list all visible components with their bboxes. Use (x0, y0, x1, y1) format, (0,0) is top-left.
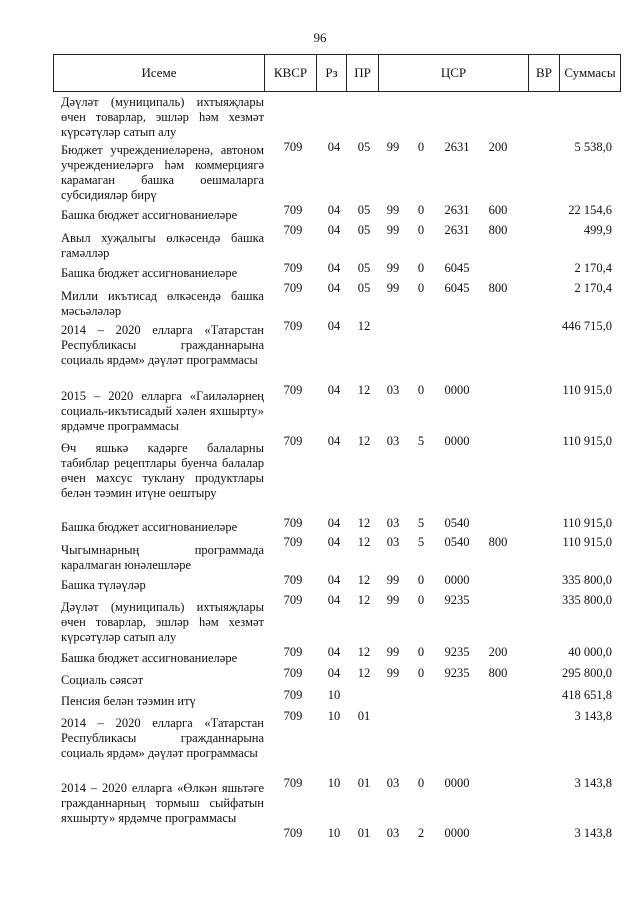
row-c3: 6045 (444, 281, 470, 295)
row-c2: 0 (417, 140, 425, 154)
row-c3: 2631 (444, 140, 470, 154)
row-sum: 110 915,0 (562, 434, 612, 448)
row-kvsr: 709 (283, 281, 303, 295)
row-c2: 2 (417, 826, 425, 840)
header-sum: Суммасы (559, 55, 621, 91)
row-pr: 01 (357, 826, 371, 840)
row-vr: 600 (488, 203, 508, 217)
row-kvsr: 709 (283, 261, 303, 275)
row-sum: 3 143,8 (574, 826, 612, 840)
table-header (53, 54, 621, 92)
row-pr: 05 (357, 223, 371, 237)
row-rz: 04 (327, 593, 341, 607)
row-name: Башка бюджет ассигнованиеләре (61, 266, 238, 280)
row-sum: 499,9 (583, 223, 612, 237)
row-name: Милли икътисад өлкәсендә башка мәсьәләләр (61, 289, 264, 318)
row-rz: 04 (327, 319, 341, 333)
row-c1: 03 (386, 383, 400, 397)
row-c1: 03 (386, 434, 400, 448)
row-sum: 110 915,0 (562, 535, 612, 549)
row-sum: 335 800,0 (562, 573, 612, 587)
row-vr: 800 (488, 223, 508, 237)
row-c1: 99 (386, 645, 400, 659)
row-sum: 110 915,0 (562, 516, 612, 530)
row-c2: 0 (417, 223, 425, 237)
row-name: 2014 – 2020 елларга «Татарстан Республикасы гражданнарына социаль ярдәм» дәүләт программасы (61, 323, 264, 367)
row-name: Башка бюджет ассигнованиеләре (61, 208, 238, 222)
row-rz: 04 (327, 223, 341, 237)
row-vr: 800 (488, 535, 508, 549)
row-sum: 335 800,0 (562, 593, 612, 607)
row-c3: 0540 (444, 535, 470, 549)
row-kvsr: 709 (283, 203, 303, 217)
row-kvsr: 709 (283, 593, 303, 607)
row-name: Башка бюджет ассигнованиеләре (61, 651, 238, 665)
row-rz: 04 (327, 666, 341, 680)
row-name: Социаль сәясәт (61, 673, 144, 687)
row-c2: 0 (417, 666, 425, 680)
row-pr: 12 (357, 383, 371, 397)
row-c1: 03 (386, 826, 400, 840)
row-pr: 12 (357, 434, 371, 448)
row-sum: 40 000,0 (568, 645, 612, 659)
row-c3: 0540 (444, 516, 470, 530)
row-sum: 5 538,0 (574, 140, 612, 154)
row-kvsr: 709 (283, 383, 303, 397)
row-pr: 12 (357, 666, 371, 680)
row-kvsr: 709 (283, 826, 303, 840)
row-vr: 800 (488, 281, 508, 295)
row-pr: 05 (357, 203, 371, 217)
row-c2: 0 (417, 645, 425, 659)
row-kvsr: 709 (283, 516, 303, 530)
row-rz: 04 (327, 645, 341, 659)
row-name: Чыгымнарның программада каралмаган юнәлешләре (61, 543, 264, 572)
row-name: Пенсия белән тәэмин итү (61, 694, 196, 708)
row-sum: 2 170,4 (574, 281, 612, 295)
row-rz: 10 (327, 776, 341, 790)
row-c2: 0 (417, 203, 425, 217)
row-kvsr: 709 (283, 434, 303, 448)
row-kvsr: 709 (283, 223, 303, 237)
row-name: Дәүләт (муниципаль) ихтыяҗлары өчен товарлар, эшләр һәм хезмәт күрсәтүләр сатып алу (61, 600, 264, 644)
row-c3: 0000 (444, 434, 470, 448)
row-name: Башка бюджет ассигнованиеләре (61, 520, 238, 534)
header-name: Исеме (53, 55, 264, 91)
row-pr: 05 (357, 261, 371, 275)
row-kvsr: 709 (283, 319, 303, 333)
row-sum: 295 800,0 (562, 666, 612, 680)
row-c3: 9235 (444, 645, 470, 659)
row-kvsr: 709 (283, 666, 303, 680)
row-pr: 05 (357, 281, 371, 295)
row-c3: 2631 (444, 223, 470, 237)
row-c3: 0000 (444, 573, 470, 587)
row-c3: 9235 (444, 593, 470, 607)
row-rz: 04 (327, 573, 341, 587)
row-sum: 3 143,8 (574, 776, 612, 790)
row-rz: 10 (327, 688, 341, 702)
row-c1: 99 (386, 203, 400, 217)
row-rz: 04 (327, 535, 341, 549)
row-sum: 418 651,8 (562, 688, 612, 702)
row-sum: 446 715,0 (562, 319, 612, 333)
row-c1: 03 (386, 535, 400, 549)
row-rz: 04 (327, 516, 341, 530)
row-c3: 2631 (444, 203, 470, 217)
row-c1: 99 (386, 140, 400, 154)
row-vr: 200 (488, 645, 508, 659)
header-kvsr: КВСР (264, 55, 316, 91)
row-name: Авыл хуҗалыгы өлкәсендә башка гамәлләр (61, 231, 264, 260)
row-c2: 5 (417, 434, 425, 448)
row-sum: 2 170,4 (574, 261, 612, 275)
row-c2: 0 (417, 281, 425, 295)
row-name: Бюджет учреждениеләренә, автоном учреждениеләргә һәм коммерциягә карамаган башка оешмаларга субсидияләр бирү (61, 143, 264, 202)
row-c1: 03 (386, 776, 400, 790)
row-rz: 04 (327, 281, 341, 295)
row-rz: 04 (327, 383, 341, 397)
row-sum: 22 154,6 (568, 203, 612, 217)
row-c3: 0000 (444, 383, 470, 397)
row-pr: 01 (357, 709, 371, 723)
row-rz: 04 (327, 140, 341, 154)
row-name: 2015 – 2020 елларга «Гаиләләрнең социаль-икътисадый хәлен яхшырту» ярдәмче программасы (61, 389, 264, 433)
row-kvsr: 709 (283, 645, 303, 659)
header-csr: ЦСР (378, 55, 528, 91)
row-kvsr: 709 (283, 573, 303, 587)
row-kvsr: 709 (283, 709, 303, 723)
row-pr: 12 (357, 645, 371, 659)
row-c2: 0 (417, 776, 425, 790)
row-kvsr: 709 (283, 535, 303, 549)
row-name: 2014 – 2020 елларга «Өлкән яшьтәге гражданнарның тормыш сыйфатын яхшырту» ярдәмче программасы (61, 781, 264, 825)
row-c1: 99 (386, 573, 400, 587)
row-c1: 99 (386, 223, 400, 237)
row-name: Дәүләт (муниципаль) ихтыяҗлары өчен товарлар, эшләр һәм хезмәт күрсәтүләр сатып алу (61, 95, 264, 139)
header-vr: ВР (528, 55, 559, 91)
row-c2: 0 (417, 593, 425, 607)
row-pr: 12 (357, 516, 371, 530)
row-vr: 200 (488, 140, 508, 154)
row-c1: 03 (386, 516, 400, 530)
row-rz: 10 (327, 709, 341, 723)
row-c1: 99 (386, 281, 400, 295)
row-c2: 5 (417, 516, 425, 530)
row-vr: 800 (488, 666, 508, 680)
row-c3: 6045 (444, 261, 470, 275)
row-sum: 3 143,8 (574, 709, 612, 723)
header-rz: Рз (316, 55, 346, 91)
page-number: 96 (313, 30, 327, 45)
row-pr: 12 (357, 319, 371, 333)
row-rz: 10 (327, 826, 341, 840)
row-pr: 05 (357, 140, 371, 154)
row-name: 2014 – 2020 елларга «Татарстан Республикасы гражданнарына социаль ярдәм» дәүләт программасы (61, 716, 264, 760)
row-rz: 04 (327, 434, 341, 448)
row-c1: 99 (386, 666, 400, 680)
row-pr: 12 (357, 573, 371, 587)
row-name: Өч яшькә кадәрге балаларны табиблар рецептлары буенча балалар өчен махсус туклану продуктлары белән тәэмин итүне оештыру (61, 441, 264, 500)
row-kvsr: 709 (283, 776, 303, 790)
row-rz: 04 (327, 261, 341, 275)
row-kvsr: 709 (283, 140, 303, 154)
row-sum: 110 915,0 (562, 383, 612, 397)
row-c3: 0000 (444, 776, 470, 790)
row-pr: 12 (357, 593, 371, 607)
row-pr: 12 (357, 535, 371, 549)
row-c3: 9235 (444, 666, 470, 680)
row-name: Башка түләүләр (61, 578, 146, 592)
row-c1: 99 (386, 261, 400, 275)
row-c2: 5 (417, 535, 425, 549)
row-c2: 0 (417, 573, 425, 587)
row-pr: 01 (357, 776, 371, 790)
header-pr: ПР (346, 55, 378, 91)
row-c2: 0 (417, 383, 425, 397)
row-rz: 04 (327, 203, 341, 217)
row-c3: 0000 (444, 826, 470, 840)
row-kvsr: 709 (283, 688, 303, 702)
row-c1: 99 (386, 593, 400, 607)
row-c2: 0 (417, 261, 425, 275)
